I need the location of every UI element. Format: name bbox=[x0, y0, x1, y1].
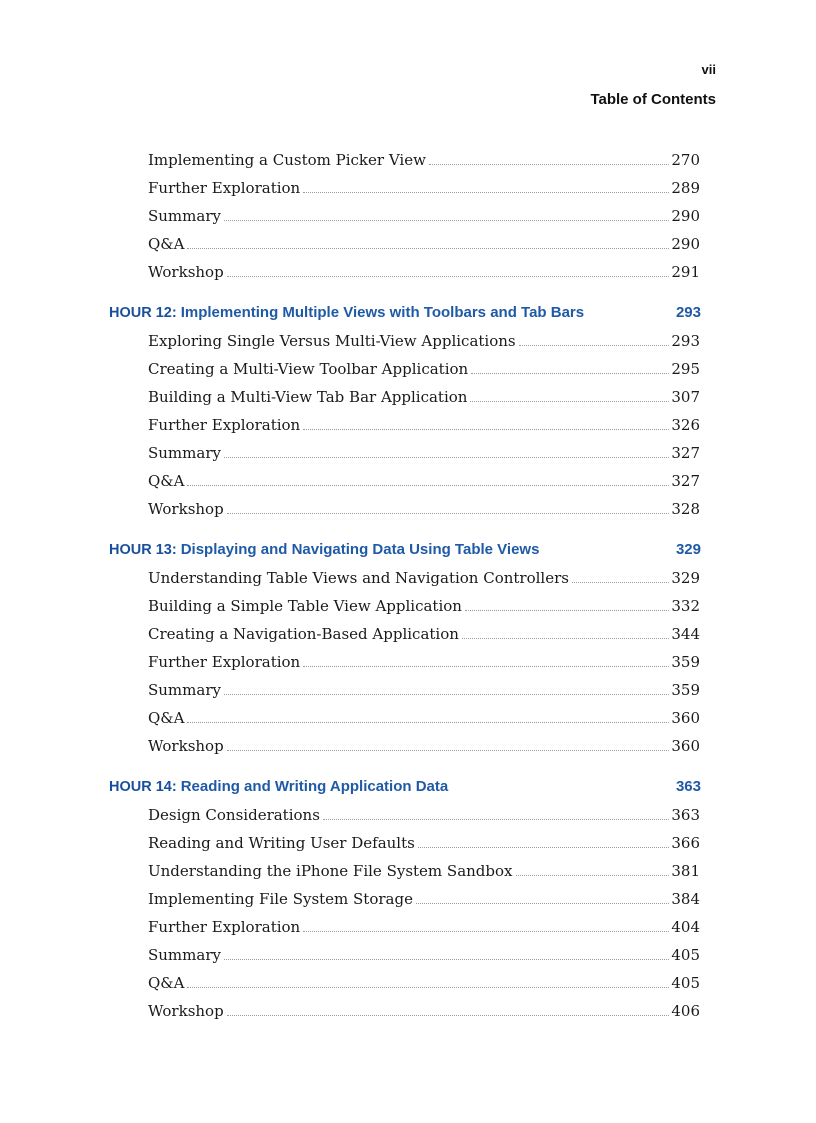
running-header-title: Table of Contents bbox=[590, 91, 716, 108]
toc-entry-page: 405 bbox=[671, 974, 700, 992]
dot-leader bbox=[187, 485, 669, 486]
toc-entry[interactable] bbox=[148, 179, 700, 203]
toc-entry-label: Creating a Navigation-Based Application bbox=[148, 625, 459, 643]
toc-entry[interactable] bbox=[148, 653, 700, 677]
dot-leader bbox=[516, 875, 670, 876]
hour-title: Reading and Writing Application Data bbox=[180, 778, 449, 795]
toc-entry-label: Workshop bbox=[148, 500, 224, 518]
toc-hour-heading[interactable] bbox=[109, 778, 701, 802]
toc-entry-label: Q&A bbox=[148, 709, 185, 727]
toc-entry-label: Further Exploration bbox=[148, 179, 301, 197]
toc-entry-page: 359 bbox=[671, 653, 700, 671]
hour-heading-label bbox=[109, 541, 539, 558]
dot-leader bbox=[303, 931, 669, 932]
hour-page: 329 bbox=[675, 541, 701, 558]
toc-entry[interactable] bbox=[148, 235, 700, 259]
toc-entry-label: Building a Simple Table View Application bbox=[148, 597, 462, 615]
toc-entry[interactable] bbox=[148, 625, 700, 649]
toc-entry[interactable] bbox=[148, 332, 700, 356]
toc-entry-page: 366 bbox=[671, 834, 700, 852]
toc-entry-label: Understanding Table Views and Navigation Controllers bbox=[148, 569, 569, 587]
toc-entry-page: 329 bbox=[671, 569, 700, 587]
dot-leader bbox=[224, 694, 669, 695]
toc-entry[interactable] bbox=[148, 388, 700, 412]
toc-entry-page: 293 bbox=[671, 332, 700, 350]
toc-entry[interactable] bbox=[148, 806, 700, 830]
toc-entry[interactable] bbox=[148, 151, 700, 175]
toc-entry-page: 360 bbox=[671, 709, 700, 727]
toc-entry-page: 327 bbox=[671, 444, 700, 462]
toc-entry-label: Exploring Single Versus Multi-View Applications bbox=[148, 332, 516, 350]
dot-leader bbox=[465, 610, 669, 611]
toc-entry[interactable] bbox=[148, 737, 700, 761]
hour-heading-label bbox=[109, 304, 584, 321]
toc-entry-label: Summary bbox=[148, 681, 221, 699]
toc-entry-label: Q&A bbox=[148, 974, 185, 992]
toc-entry-page: 381 bbox=[671, 862, 700, 880]
dot-leader bbox=[470, 401, 669, 402]
hour-number: HOUR 13: bbox=[109, 542, 177, 558]
dot-leader bbox=[224, 457, 669, 458]
hour-number: HOUR 12: bbox=[109, 305, 177, 321]
toc-entry[interactable] bbox=[148, 1002, 700, 1026]
hour-heading-label bbox=[109, 778, 448, 795]
toc-entry-label: Summary bbox=[148, 207, 221, 225]
dot-leader bbox=[224, 959, 669, 960]
toc-entry[interactable] bbox=[148, 500, 700, 524]
page-number: vii bbox=[701, 62, 716, 77]
toc-entry[interactable] bbox=[148, 597, 700, 621]
toc-entry-label: Workshop bbox=[148, 1002, 224, 1020]
hour-title: Implementing Multiple Views with Toolbars and Tab Bars bbox=[180, 304, 585, 321]
toc-entry-page: 344 bbox=[671, 625, 700, 643]
dot-leader bbox=[303, 666, 669, 667]
toc-entry[interactable] bbox=[148, 834, 700, 858]
toc-entry-label: Implementing a Custom Picker View bbox=[148, 151, 426, 169]
toc-entry-label: Workshop bbox=[148, 263, 224, 281]
dot-leader bbox=[303, 429, 669, 430]
toc-entry-page: 326 bbox=[671, 416, 700, 434]
toc-entry-label: Q&A bbox=[148, 235, 185, 253]
toc-entry-label: Creating a Multi-View Toolbar Application bbox=[148, 360, 469, 378]
dot-leader bbox=[471, 373, 669, 374]
toc-entry-label: Implementing File System Storage bbox=[148, 890, 413, 908]
toc-entry-page: 307 bbox=[671, 388, 700, 406]
dot-leader bbox=[429, 164, 669, 165]
dot-leader bbox=[187, 248, 669, 249]
toc-entry-page: 406 bbox=[671, 1002, 700, 1020]
toc-entry-page: 360 bbox=[671, 737, 700, 755]
toc-entry-page: 289 bbox=[671, 179, 700, 197]
hour-page: 293 bbox=[675, 304, 701, 321]
toc-entry-label: Summary bbox=[148, 946, 221, 964]
toc-entry[interactable] bbox=[148, 946, 700, 970]
dot-leader bbox=[227, 513, 670, 514]
toc-entry-page: 291 bbox=[671, 263, 700, 281]
toc-entry-label: Further Exploration bbox=[148, 653, 301, 671]
hour-number: HOUR 14: bbox=[109, 779, 177, 795]
toc-entry[interactable] bbox=[148, 360, 700, 384]
toc-entry[interactable] bbox=[148, 263, 700, 287]
toc-entry[interactable] bbox=[148, 472, 700, 496]
hour-page: 363 bbox=[675, 778, 701, 795]
toc-entry-page: 327 bbox=[671, 472, 700, 490]
toc-entry[interactable] bbox=[148, 681, 700, 705]
toc-entry-label: Workshop bbox=[148, 737, 224, 755]
toc-entry-page: 295 bbox=[671, 360, 700, 378]
toc-entry[interactable] bbox=[148, 444, 700, 468]
dot-leader bbox=[227, 750, 670, 751]
dot-leader bbox=[187, 722, 669, 723]
toc-entry[interactable] bbox=[148, 918, 700, 942]
dot-leader bbox=[572, 582, 669, 583]
dot-leader bbox=[416, 903, 669, 904]
toc-entry-page: 359 bbox=[671, 681, 700, 699]
toc-entry-page: 384 bbox=[671, 890, 700, 908]
toc-entry[interactable] bbox=[148, 569, 700, 593]
dot-leader bbox=[323, 819, 669, 820]
toc-entry[interactable] bbox=[148, 416, 700, 440]
toc-entry[interactable] bbox=[148, 709, 700, 733]
toc-entry-page: 290 bbox=[671, 207, 700, 225]
dot-leader bbox=[224, 220, 669, 221]
toc-entry-label: Further Exploration bbox=[148, 416, 301, 434]
toc-entry-label: Design Considerations bbox=[148, 806, 320, 824]
toc-entry[interactable] bbox=[148, 890, 700, 914]
hour-title: Displaying and Navigating Data Using Table Views bbox=[180, 541, 540, 558]
toc-entry-page: 290 bbox=[671, 235, 700, 253]
toc-entry-page: 405 bbox=[671, 946, 700, 964]
toc-entry-label: Understanding the iPhone File System Sandbox bbox=[148, 862, 513, 880]
dot-leader bbox=[418, 847, 670, 848]
toc-hour-heading[interactable] bbox=[109, 304, 701, 328]
toc-entry-label: Summary bbox=[148, 444, 221, 462]
toc-entry-page: 404 bbox=[671, 918, 700, 936]
toc-entry-label: Building a Multi-View Tab Bar Application bbox=[148, 388, 468, 406]
toc-hour-heading[interactable] bbox=[109, 541, 701, 565]
toc-entry-page: 270 bbox=[671, 151, 700, 169]
dot-leader bbox=[303, 192, 669, 193]
toc-entry[interactable] bbox=[148, 974, 700, 998]
toc-entry-label: Q&A bbox=[148, 472, 185, 490]
toc-entry-label: Reading and Writing User Defaults bbox=[148, 834, 415, 852]
dot-leader bbox=[227, 1015, 670, 1016]
toc-entry[interactable] bbox=[148, 862, 700, 886]
dot-leader bbox=[462, 638, 669, 639]
toc-entry[interactable] bbox=[148, 207, 700, 231]
toc-entry-page: 328 bbox=[671, 500, 700, 518]
toc-entry-page: 332 bbox=[671, 597, 700, 615]
dot-leader bbox=[187, 987, 669, 988]
dot-leader bbox=[227, 276, 670, 277]
toc-entry-label: Further Exploration bbox=[148, 918, 301, 936]
toc-entry-page: 363 bbox=[671, 806, 700, 824]
dot-leader bbox=[519, 345, 670, 346]
